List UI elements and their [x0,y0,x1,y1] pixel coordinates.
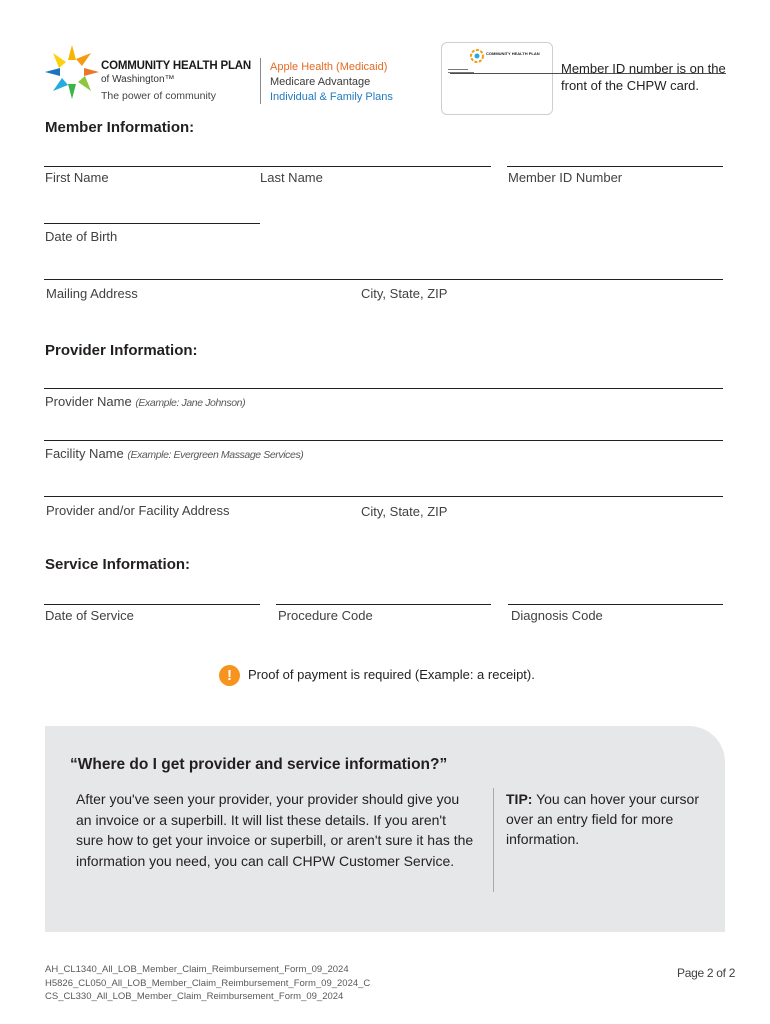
member-card-image [441,42,553,115]
provider-name-example: (Example: Jane Johnson) [135,397,246,409]
org-subtitle: of Washington™ [101,74,175,85]
info-panel-body: After you've seen your provider, your provider should give you an invoice or a superbill. It will list these details. If you aren't sure how to get your invoice or superbill, or aren't sure it has the information you need, you can call CHPW Customer Service. [76,791,474,869]
first-name-label: First Name [45,170,109,185]
member-id-note: Member ID number is on the front of the CHPW card. [561,61,726,93]
date-of-service-field[interactable] [44,604,260,605]
facility-name-label [45,446,303,461]
diagnosis-code-field[interactable] [508,604,723,605]
provider-info-title: Provider Information: [45,342,198,359]
provider-name-text: Provider Name [45,394,132,409]
info-panel-divider [493,788,494,892]
info-panel-title: “Where do I get provider and service information?” [70,756,448,773]
tip-label: TIP: [506,791,533,807]
alert-icon: ! [219,665,240,686]
chpw-logo-icon [44,44,100,100]
dob-field[interactable] [44,223,260,224]
mailing-address-label: Mailing Address [46,286,138,301]
first-last-name-field[interactable] [44,166,491,167]
lob-apple-health: Apple Health (Medicaid) [270,61,388,73]
header-divider [260,58,261,104]
provider-city-state-zip-label: City, State, ZIP [361,504,448,519]
provider-name-field[interactable] [44,388,723,389]
card-logo-icon [470,49,484,63]
lob-individual-family: Individual & Family Plans [270,91,393,103]
last-name-label: Last Name [260,170,323,185]
page-number: Page 2 of 2 [677,966,736,980]
proof-of-payment-notice: Proof of payment is required (Example: a receipt). [248,667,535,682]
provider-address-label: Provider and/or Facility Address [46,503,230,518]
service-info-title: Service Information: [45,556,191,573]
lob-medicare: Medicare Advantage [270,76,371,88]
form-code-line: CS_CL330_All_LOB_Member_Claim_Reimbursement_Form_09_2024 [45,991,344,1002]
org-tagline: The power of community [101,90,216,102]
mailing-address-field[interactable] [44,279,723,280]
card-detail-line [448,69,468,70]
facility-name-example: (Example: Evergreen Massage Services) [127,449,304,461]
procedure-code-field[interactable] [276,604,491,605]
card-logo-text: COMMUNITY HEALTH PLAN [486,51,540,56]
form-codes [45,963,370,1004]
tip-text [506,789,706,849]
member-city-state-zip-label: City, State, ZIP [361,286,448,301]
org-name: COMMUNITY HEALTH PLAN [101,60,251,72]
form-code-line: H5826_CL050_All_LOB_Member_Claim_Reimbursement_Form_09_2024_C [45,977,371,989]
provider-name-label [45,394,245,409]
tip-body: You can hover your cursor over an entry field for more information. [506,791,699,847]
dob-label: Date of Birth [45,229,118,244]
form-code-line: AH_CL1340_All_LOB_Member_Claim_Reimbursement_Form_09_2024 [45,964,349,975]
member-id-label: Member ID Number [508,170,623,185]
procedure-code-label: Procedure Code [278,608,373,623]
diagnosis-code-label: Diagnosis Code [511,608,603,623]
member-info-title: Member Information: [45,119,195,136]
provider-address-field[interactable] [44,496,723,497]
member-id-field[interactable] [507,166,723,167]
date-of-service-label: Date of Service [45,608,134,623]
facility-name-text: Facility Name [45,446,124,461]
facility-name-field[interactable] [44,440,723,441]
